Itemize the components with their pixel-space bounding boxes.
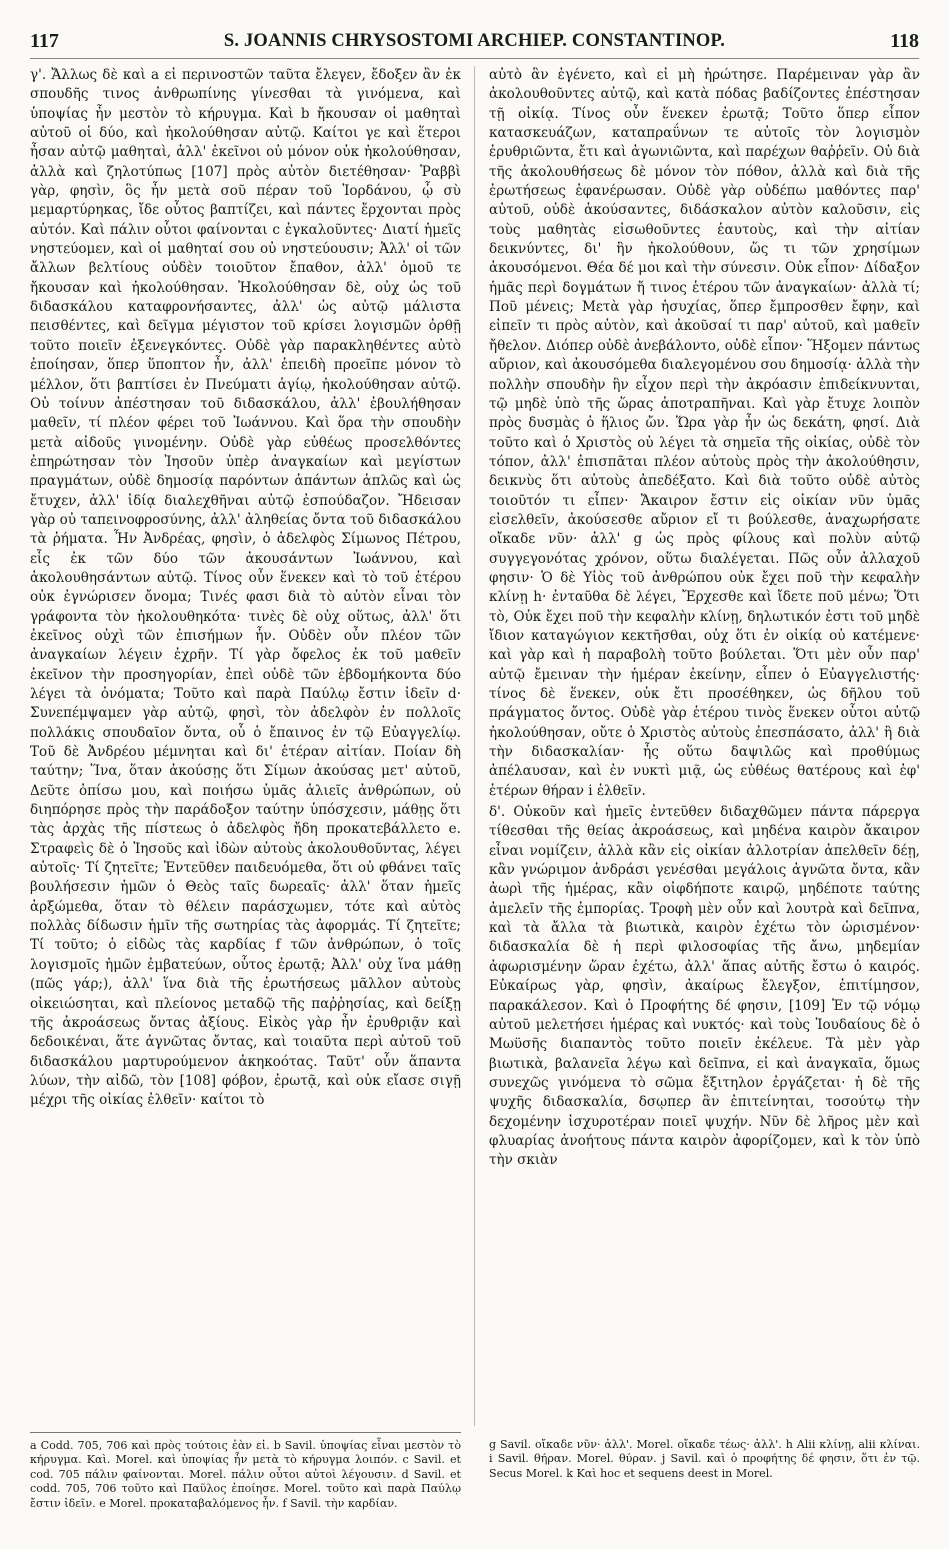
running-title: S. JOANNIS CHRYSOSTOMI ARCHIEP. CONSTANTINOP. <box>223 30 726 51</box>
text-column-right <box>489 66 920 1173</box>
page-number-right: 118 <box>890 29 919 52</box>
paragraph: αὐτὸ ἂν ἐγένετο, καὶ εἰ μὴ ἠρώτησε. Παρέμειναν γὰρ ἂν ἀκολουθοῦντες αὐτῷ, καὶ κατὰ πόδας βαδίζοντες ἐπέστησαν τῇ οἰκίᾳ. Τίνος οὖν ἕνεκεν ἐρωτᾷ; Τοῦτο ὅπερ εἶπον κατασκευάζων, καταπραΰνων τε αὐτοῖς τὸν λογισμὸν ἐρυθριῶντα, ἔτι καὶ ἀγωνιῶντα, καὶ παρέχων θαῤῥεῖν. Οὐ διὰ τῆς ἀκολουθήσεως δὲ μόνον τὸν πόθον, ἀλλὰ καὶ διὰ τῆς ἐρωτήσεως ἐφανέρωσαν. Οὐδὲ γὰρ οὐδέπω μαθόντες παρ' αὐτοῦ, οὐδὲ ἀκούσαντες, διδάσκαλον αὐτὸν καλοῦσιν, εἰς τοὺς μαθητὰς εἰσωθοῦντες ἑαυτοὺς, καὶ τὴν αἰτίαν δεικνύντες, δι' ἣν ἠκολούθουν, ὥς τι τῶν χρησίμων ἀκουσόμενοι. Θέα δέ μοι καὶ τὴν σύνεσιν. Οὐκ εἶπον· Δίδαξον ἡμᾶς περὶ δογμάτων ἤ τινος ἑτέρου τῶν ἀναγκαίων· ἀλλὰ τί; Ποῦ μένεις; Μετὰ γὰρ ἡσυχίας, ὅπερ ἔμπροσθεν ἔφην, καὶ εἰπεῖν τι πρὸς αὐτὸν, καὶ ἀκοῦσαί τι παρ' αὐτοῦ, καὶ μαθεῖν ἤθελον. Διόπερ οὐδὲ ἀνεβάλοντο, οὐδὲ εἶπον· Ἥξομεν πάντως αὔριον, καὶ ἀκουσόμεθα διαλεγομένου σου δημοσίᾳ· ἀλλὰ τὴν πολλὴν σπουδὴν ἣν εἶχον περὶ τὴν ἀκρόασιν ἐπιδείκνυνται, τῷ μηδὲ ὑπὸ τῆς ὥρας ἀποτραπῆναι. Καὶ γὰρ ἔτυχε λοιπὸν πρὸς δυσμὰς ὁ ἥλιος ὤν. Ὥρα γὰρ ἦν ὡς δεκάτη, φησί. Διὰ τοῦτο καὶ ὁ Χριστὸς οὐ λέγει τὰ σημεῖα τῆς οἰκίας, οὐδὲ τὸν τόπον, ἀλλ' ἐπισπᾶται πλέον αὐτοὺς πρὸς τὴν ἀκολούθησιν, δεικνὺς ὅτι αὐτοὺς ἀπεδέξατο. Καὶ διὰ τοῦτο οὐδὲ αὐτὸς τοιοῦτόν τι εἶπεν· Ἄκαιρον ἔστιν εἰς οἰκίαν νῦν ὑμᾶς εἰσελθεῖν, ἀκούσεσθε αὔριον εἴ τι βούλεσθε, ἀναχωρήσατε οἴκαδε νῦν· ἀλλ' g ὡς πρὸς φίλους καὶ πολὺν αὐτῷ συγγεγονότας χρόνον, οὕτω διαλέγεται. Πῶς οὖν ἀλλαχοῦ φησιν· Ὁ δὲ Υἱὸς τοῦ ἀνθρώπου οὐκ ἔχει ποῦ τὴν κεφαλὴν κλίνῃ h· ἐνταῦθα δὲ λέγει, Ἔρχεσθε καὶ ἴδετε ποῦ μένω; Ὅτι τὸ, Οὐκ ἔχει ποῦ τὴν κεφαλὴν κλίνῃ, δηλωτικόν ἐστι τοῦ μηδὲ ἴδιον καταγώγιον κεκτῆσθαι, οὐχ ὅτι ἐν οἰκίᾳ οὐ κατέμενε· καὶ γὰρ καὶ ἡ παραβολὴ τοῦτο βούλεται. Ὅτι μὲν οὖν παρ' αὐτῷ ἔμειναν τὴν ἡμέραν ἐκείνην, εἶπεν ὁ Εὐαγγελιστής· τίνος δὲ ἕνεκεν, οὐκ ἔτι προσέθηκεν, ὡς δῆλου τοῦ πράγματος ὄντος. Οὐδὲ γὰρ ἑτέρου τινὸς ἕνεκεν οὗτοι αὐτῷ ἠκολούθησαν, οὔτε ὁ Χριστὸς αὐτοὺς ἐπεσπάσατο, ἀλλ' ἢ διὰ τὴν διδασκαλίαν· ἧς οὕτω δαψιλῶς καὶ προθύμως ἀπέλαυσαν, καὶ ἐν νυκτὶ μιᾷ, ὡς εὐθέως θατέρους καὶ ἐφ' ἑτέρων θήραν i ἐλθεῖν. <box>489 67 920 799</box>
paragraph: γ'. Ἄλλως δὲ καὶ a εἰ περινοστῶν ταῦτα ἔλεγεν, ἔδοξεν ἂν ἐκ σπουδῆς τινος ἀνθρωπίνης γίνεσθαι τὰ γινόμενα, καὶ ὑποψίας ἦν μεστὸν τὸ κήρυγμα. Καὶ b ἤκουσαν οἱ μαθηταὶ αὐτοῦ οἱ δύο, καὶ ἠκολούθησαν αὐτῷ. Καίτοι γε καὶ ἕτεροι ἦσαν αὐτῷ μαθηταὶ, ἀλλ' ἐκεῖνοι οὐ μόνον οὐκ ἠκολούθησαν, ἀλλὰ καὶ ζηλοτύπως [107] πρὸς αὐτὸν διετέθησαν· Ῥαββὶ γὰρ, φησὶν, ὃς ἦν μετὰ σοῦ πέραν τοῦ Ἰορδάνου, ᾧ σὺ μεμαρτύρηκας, ἴδε οὗτος βαπτίζει, καὶ πάντες ἔρχονται πρὸς αὐτόν. Καὶ πάλιν οὗτοι φαίνονται c ἐγκαλοῦντες· Διατί ἡμεῖς νηστεύομεν, καὶ οἱ μαθηταί σου οὐ νηστεύουσιν; Ἀλλ' οἱ τῶν ἄλλων βελτίους οὐδὲν τοιοῦτον ἔπαθον, ἀλλ' ὁμοῦ τε ἤκουσαν καὶ ἠκολούθησαν. Ἠκολούθησαν δὲ, οὐχ ὡς τοῦ διδασκάλου καταφρονήσαντες, ἀλλ' ὡς αὐτῷ μάλιστα πεισθέντες, καὶ δεῖγμα μέγιστον τοῦ κρίσει λογισμῶν ὀρθῇ τοῦτο ποιεῖν ἐξενεγκόντες. Οὐδὲ γὰρ παρακληθέντες αὐτὸ ἐποίησαν, ὅπερ ὕποπτον ἦν, ἀλλ' ἐπειδὴ προεῖπε μόνον τὸ μέλλον, ὅτι βαπτίσει ἐν Πνεύματι ἁγίῳ, ἠκολούθησαν αὐτῷ. Οὐ τοίνυν ἀπέστησαν τοῦ διδασκάλου, ἀλλ' ἐβουλήθησαν μαθεῖν, τί πλέον φέρει τοῦ Ἰωάννου. Καὶ ὅρα τὴν σπουδὴν μετὰ αἰδοῦς γινομένην. Οὐδὲ γὰρ εὐθέως προσελθόντες ἐπηρώτησαν τὸν Ἰησοῦν ὑπὲρ ἀναγκαίων καὶ μεγίστων πραγμάτων, οὐδὲ δημοσίᾳ παρόντων ἁπάντων ἁπλῶς καὶ ὡς ἔτυχεν, ἀλλ' ἰδίᾳ διαλεχθῆναι αὐτῷ ἐσπούδαζον. Ἤδεισαν γὰρ οὐ ταπεινοφροσύνης, ἀλλ' ἀληθείας ὄντα τοῦ διδασκάλου τὰ ῥήματα. Ἦν Ἀνδρέας, φησὶν, ὁ ἀδελφὸς Σίμωνος Πέτρου, εἷς ἐκ τῶν δύο τῶν ἀκουσάντων Ἰωάννου, καὶ ἀκολουθησάντων αὐτῷ. Τίνος οὖν ἕνεκεν καὶ τὸ τοῦ ἑτέρου οὐκ ἐγνώρισεν ὄνομα; Τινές φασι διὰ τὸ αὐτὸν εἶναι τὸν γράφοντα τὸν ἠκολουθηκότα· τινὲς δὲ οὐχ οὕτως, ἀλλ' ὅτι ἐκεῖνος οὐχὶ τῶν ἐπισήμων ἦν. Οὐδὲν οὖν πλέον τῶν ἀναγκαίων λέγειν ἐχρῆν. Τί γὰρ ὄφελος ἐκ τοῦ μαθεῖν ἐκεῖνον τὴν προσηγορίαν, ἐπεὶ οὐδὲ τῶν ἑβδομήκοντα δύο λέγει τὰ ὀνόματα; Τοῦτο καὶ παρὰ Παύλῳ ἔστιν ἰδεῖν d· Συνεπέμψαμεν γὰρ αὐτῷ, φησὶ, τὸν ἀδελφὸν ἐν πολλοῖς πολλάκις σπουδαῖον ὄντα, οὗ ὁ ἔπαινος ἐν τῷ Εὐαγγελίῳ. Τοῦ δὲ Ἀνδρέου μέμνηται καὶ δι' ἑτέραν αἰτίαν. Ποίαν δὴ ταύτην; Ἵνα, ὅταν ἀκούσῃς ὅτι Σίμων ἀκούσας μετ' αὐτοῦ, Δεῦτε ὀπίσω μου, καὶ ποιήσω ὑμᾶς ἁλιεῖς ἀνθρώπων, οὐ διηπόρησε πρὸς τὴν παράδοξον ταύτην ὑπόσχεσιν, μάθῃς ὅτι τὰς ἀρχὰς τῆς πίστεως ὁ ἀδελφὸς ἤδη προκατεβάλλετο e. Στραφεὶς δὲ ὁ Ἰησοῦς καὶ ἰδὼν αὐτοὺς ἀκολουθοῦντας, λέγει αὐτοῖς· Τί ζητεῖτε; Ἐντεῦθεν παιδευόμεθα, ὅτι οὐ φθάνει ταῖς βουλήσεσιν ἡμῶν ὁ Θεὸς ταῖς δωρεαῖς· ἀλλ' ὅταν ἡμεῖς ἀρξώμεθα, ὅταν τὸ θέλειν παράσχωμεν, τότε καὶ αὐτὸς πολλὰς δίδωσιν ἡμῖν τῆς σωτηρίας τὰς ἀφορμάς. Τί ζητεῖτε; Τί τοῦτο; ὁ εἰδὼς τὰς καρδίας f τῶν ἀνθρώπων, ὁ τοῖς λογισμοῖς ἡμῶν ἐμβατεύων, οὗτος ἐρωτᾷ; Ἀλλ' οὐχ ἵνα μάθῃ (πῶς γάρ;), ἀλλ' ἵνα διὰ τῆς ἐρωτήσεως μᾶλλον αὐτοὺς οἰκειώσηται, καὶ πλείονος μεταδῷ τῆς παῤῥησίας, καὶ δείξῃ τῆς ἀκροάσεως ὄντας ἀξίους. Εἰκὸς γὰρ ἦν ἐρυθριᾷν καὶ δεδοικέναι, ἅτε ἀγνῶτας ὄντας, καὶ τοιαῦτα περὶ αὐτοῦ τοῦ διδασκάλου μαρτυρούμενον ἀκηκοότας. Ταῦτ' οὖν ἅπαντα λύων, τὴν αἰδῶ, τὸν [108] φόβον, ἐρωτᾷ, καὶ οὐκ εἴασε σιγῇ μέχρι τῆς οἰκίας ἐλθεῖν· καίτοι τὸ <box>30 67 461 1109</box>
page-number-left: 117 <box>30 29 59 52</box>
text-column-left <box>30 66 461 1113</box>
column-divider <box>474 66 475 1426</box>
footnote: a Codd. 705, 706 καὶ πρὸς τούτοις ἐὰν εἰ. b Savil. ὑποψίας εἶναι μεστὸν τὸ κήρυγμα. Καὶ. Morel. καὶ ὑποψίας ἦν μετὰ τὸ κήρυγμα λοιπόν. c Savil. et cod. 705 πάλιν φαίνονται. Morel. πάλιν οὗτοι αὐτοὶ λέγουσιν. d Savil. et codd. 705, 706 τοῦτο καὶ Παῦλος ἐποίησε. Morel. τοῦτο καὶ παρὰ Παύλῳ ἔστιν ἰδεῖν. e Morel. προκαταβαλόμενος ἦν. f Savil. τὴν καρδίαν. <box>30 1439 461 1510</box>
footnote: g Savil. οἴκαδε νῦν· ἀλλ'. Morel. οἴκαδε τέως· ἀλλ'. h Alii κλίνῃ, alii κλίναι. i Savil. θήραν. Morel. θύραν. j Savil. καὶ ὁ προφήτης δέ φησιν, ὅτι ἐν τῷ. Secus Morel. k Καὶ hoc et sequens deest in Morel. <box>489 1438 920 1480</box>
paragraph: δ'. Οὐκοῦν καὶ ἡμεῖς ἐντεῦθεν διδαχθῶμεν πάντα πάρεργα τίθεσθαι τῆς θείας ἀκροάσεως, καὶ μηδένα καιρὸν ἄκαιρον εἶναι νομίζειν, ἀλλὰ κἂν εἰς οἰκίαν ἀλλοτρίαν ἀπελθεῖν δέῃ, κἂν γνώριμον ἀνδράσι γενέσθαι μεγάλοις ἀγνῶτα ὄντα, κἂν ἀωρὶ τῆς ἡμέρας, κἂν οἰφδήποτε καιρῷ, μηδέποτε ταύτης ἀμελεῖν τῆς ἐμπορίας. Τροφὴ μὲν οὖν καὶ λουτρὰ καὶ δεῖπνα, καὶ τὰ ἄλλα τὰ βιωτικὰ, καιρὸν ἐχέτω τὸν ὡρισμένον· διδασκαλία δὲ ἡ περὶ φιλοσοφίας τῆς ἄνω, μηδεμίαν ἀφωρισμένην ὥραν ἐχέτω, ἀλλ' ἅπας αὐτῆς ἔστω ὁ καιρός. Εὐκαίρως γὰρ, φησὶν, ἀκαίρως ἔλεγξον, ἐπιτίμησον, παρακάλεσον. Καὶ ὁ Προφήτης δέ φησιν, [109] Ἐν τῷ νόμῳ αὐτοῦ μελετήσει ἡμέρας καὶ νυκτός· καὶ τοὺς Ἰουδαίους δὲ ὁ Μωϋσῆς διαπαντὸς τοῦτο ποιεῖν ἐκέλευε. Τὰ μὲν γὰρ βιωτικὰ, βαλανεῖα λέγω καὶ δεῖπνα, εἰ καὶ ἀναγκαῖα, ὅμως συνεχῶς γινόμενα τὸ σῶμα ἔξιτηλον ἐργάζεται· ἡ δὲ τῆς ψυχῆς διδασκαλία, δσῳπερ ἂν ἐπιτείνηται, τοσούτῳ τὴν δεχομένην ἰσχυροτέραν ποιεῖ ψυχήν. Νῦν δὲ λῆρος μὲν καὶ φλυαρίας ἀνοήτους πάντα καιρὸν ἀφορίζομεν, καὶ k τὸν ὑπὸ τὴν σκιὰν <box>489 804 920 1169</box>
footnotes-right <box>489 1432 920 1481</box>
page-header <box>30 24 919 59</box>
footnotes-left <box>30 1432 461 1511</box>
